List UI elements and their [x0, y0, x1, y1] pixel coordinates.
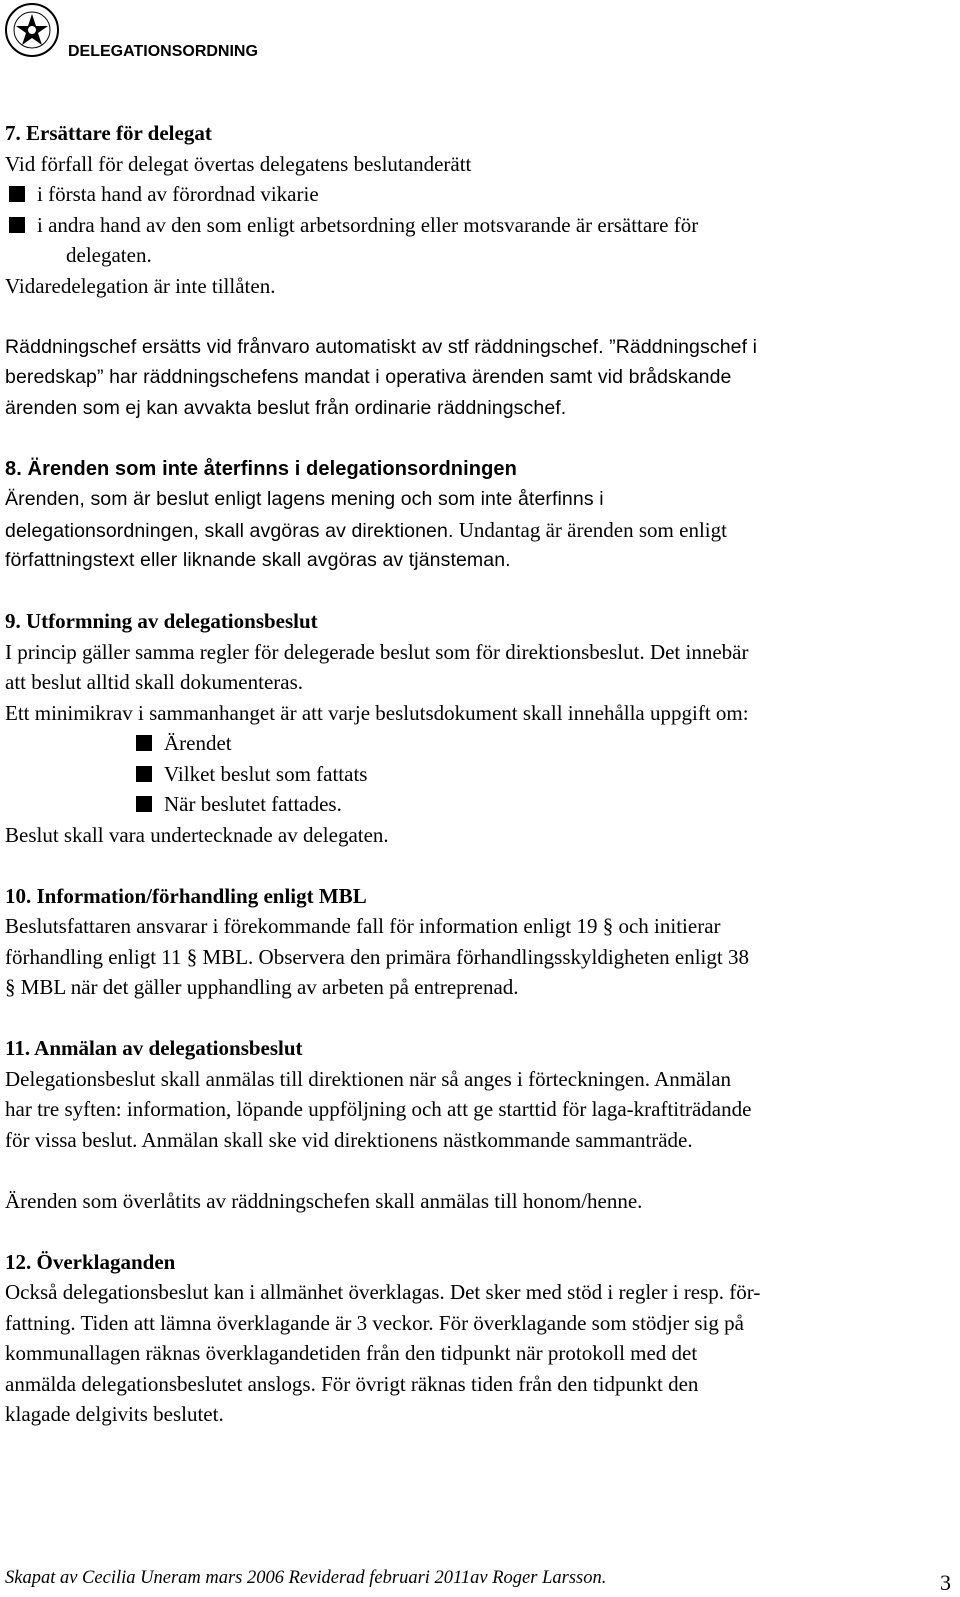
section-10-line-3: § MBL när det gäller upphandling av arbeten på entreprenad. [5, 975, 519, 999]
section-8-line-2: delegationsordningen, skall avgöras av direktionen. Undantag är ärenden som enligt [5, 517, 727, 542]
section-12-heading: 12. Överklaganden [5, 1249, 176, 1274]
section-11-line-2: har tre syften: information, löpande uppföljning och att ge starttid för laga-kraftiträdande [5, 1097, 752, 1121]
bullet-square-icon [136, 766, 152, 782]
section-9-bullet-2: Vilket beslut som fattats [5, 759, 955, 790]
bullet-square-icon [136, 735, 152, 751]
document-header-title: DELEGATIONSORDNING [68, 43, 258, 60]
section-7-paragraph-line: ärenden som ej kan avvakta beslut från ordinarie räddningschef. [5, 396, 567, 419]
organization-seal-logo [4, 2, 60, 58]
section-10-line-2: förhandling enligt 11 § MBL. Observera den primära förhandlingsskyldigheten enligt 38 [5, 944, 749, 969]
section-9-line-1: I princip gäller samma regler för delegerade beslut som för direktionsbeslut. Det innebär [5, 639, 749, 664]
document-body [5, 118, 955, 1430]
section-12-line-4: anmälda delegationsbeslutet anslogs. För övrigt räknas tiden från den tidpunkt den [5, 1371, 699, 1396]
section-11-line-1: Delegationsbeslut skall anmälas till direktionen när så anges i förteckningen. Anmälan [5, 1066, 732, 1091]
section-8-line-3: författningstext eller liknande skall avgöras av tjänsteman. [5, 549, 511, 571]
bullet-square-icon [9, 186, 25, 202]
section-9-line-2: att beslut alltid skall dokumenteras. [5, 670, 304, 694]
bullet-square-icon [9, 217, 25, 233]
section-9-line-3: Ett minimikrav i sammanhanget är att varje beslutsdokument skall innehålla uppgift om: [5, 700, 749, 725]
page-footer: Skapat av Cecilia Uneram mars 2006 Reviderad februari 2011av Roger Larsson. [5, 1568, 607, 1588]
section-12-line-2: fattning. Tiden att lämna överklagande är 3 veckor. För överklagande som stödjer sig på [5, 1310, 744, 1335]
section-7-bullet-1: i första hand av förordnad vikarie [5, 179, 955, 210]
section-12-line-3: kommunallagen räknas överklagandetiden från den tidpunkt när protokoll med det [5, 1341, 698, 1365]
section-9-bullet-1: Ärendet [5, 728, 955, 759]
section-10-line-1: Beslutsfattaren ansvarar i förekommande fall för information enligt 19 § och initierar [5, 914, 721, 938]
page-number: 3 [940, 1570, 951, 1595]
section-11-line-3: för vissa beslut. Anmälan skall ske vid direktionens nästkommande sammanträde. [5, 1127, 693, 1152]
section-9-line-4: Beslut skall vara undertecknade av delegaten. [5, 822, 389, 847]
section-7-bullet-2: i andra hand av den som enligt arbetsordning eller motsvarande är ersättare för [5, 210, 955, 241]
section-7-line-2: Vidaredelegation är inte tillåten. [5, 273, 276, 298]
section-7-heading: 7. Ersättare för delegat [5, 121, 212, 145]
section-10-heading: 10. Information/förhandling enligt MBL [5, 883, 367, 908]
section-12-line-5: klagade delgivits beslutet. [5, 1402, 224, 1426]
section-8-line-1: Ärenden, som är beslut enligt lagens mening och som inte återfinns i [5, 488, 604, 510]
section-7-paragraph-line: beredskap” har räddningschefens mandat i operativa ärenden samt vid brådskande [5, 366, 732, 388]
section-7-line-1: Vid förfall för delegat övertas delegatens beslutanderätt [5, 151, 472, 176]
section-11-line-4: Ärenden som överlåtits av räddningschefen skall anmälas till honom/henne. [5, 1188, 643, 1213]
bullet-square-icon [136, 796, 152, 812]
section-12-line-1: Också delegationsbeslut kan i allmänhet överklagas. Det sker med stöd i regler i resp. för- [5, 1280, 761, 1304]
section-9-heading: 9. Utformning av delegationsbeslut [5, 609, 318, 633]
section-9-bullet-3: När beslutet fattades. [5, 789, 955, 820]
section-11-heading: 11. Anmälan av delegationsbeslut [5, 1036, 303, 1060]
section-7-bullet-2-continuation: delegaten. [66, 243, 152, 267]
section-8-heading: 8. Ärenden som inte återfinns i delegationsordningen [5, 457, 517, 480]
section-7-paragraph-line: Räddningschef ersätts vid frånvaro automatiskt av stf räddningschef. ”Räddningschef i [5, 335, 758, 358]
